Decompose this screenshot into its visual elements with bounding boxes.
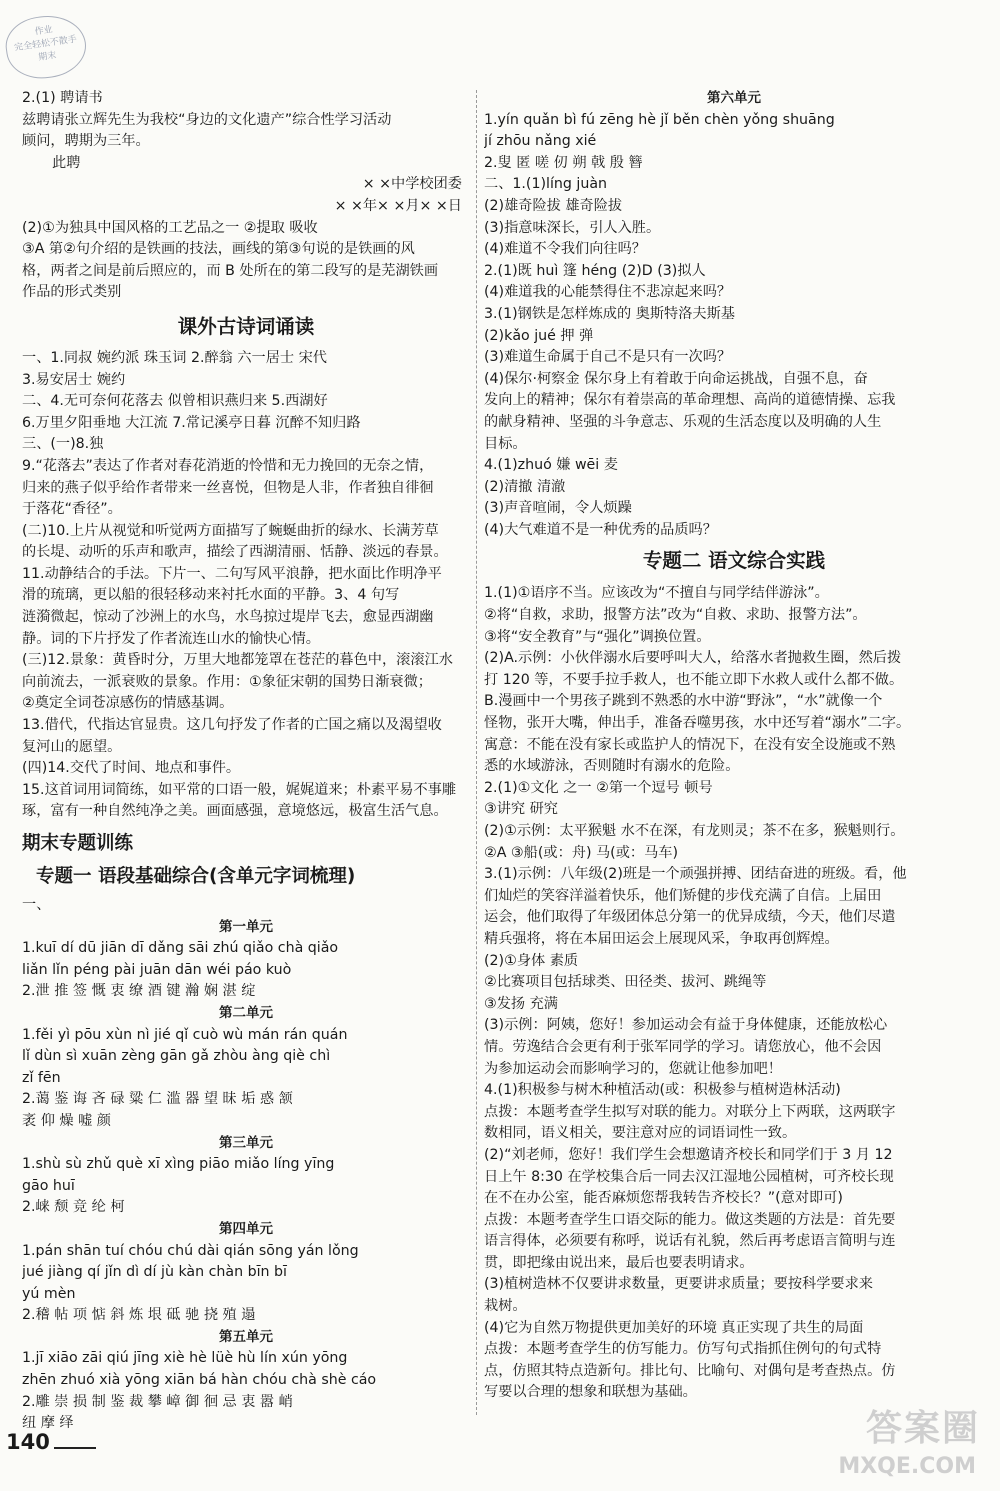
text-line: 情。劳逸结合会更有利于张军同学的学习。请您放心，他不会因 [484,1038,882,1055]
left-column [22,88,470,1435]
section-heading: 专题二 语文综合实践 [642,549,826,573]
text-line: 兹聘请张立辉先生为我校“身边的文化遗产”综合性学习活动 [22,111,392,128]
text-line: 15.这首词用词简练，如平常的口语一般，娓娓道来；朴素平易不事雕 [22,781,457,798]
text-line: 归来的燕子似乎给作者带来一丝喜悦，但物是人非，作者独自徘徊 [22,479,434,496]
text-line: ③发扬 充满 [484,995,558,1012]
text-line: gāo huī [22,1177,75,1194]
text-line: B.漫画中一个男孩子跳到不熟悉的水中游“野泳”，“水”就像一个 [484,693,883,710]
text-line: 1.pán shān tuí chóu chú dài qián sōng yán lǒng [22,1242,359,1259]
text-line: 4.(1)zhuó 嫌 wēi 麦 [484,457,618,474]
text-line: (三)12.景象：黄昏时分，万里大地都笼罩在苍茫的暮色中，滚滚江水 [22,652,453,669]
text-line: 运会，他们取得了年级团体总分第一的优异成绩，今天，他们尽遣 [484,909,896,926]
text-line: 日上午 8:30 在学校集合后一同去汉江湿地公园植树，可齐校长现 [484,1168,894,1185]
unit-heading: 第一单元 [219,918,273,935]
section-heading: 专题一 语段基础综合(含单元字词梳理) [36,866,356,887]
text-line: ②奠定全词苍凉感伤的情感基调。 [22,695,234,712]
unit-heading: 第三单元 [219,1134,273,1151]
text-line: 的长堤、动听的乐声和歌声，描绘了西湖清丽、恬静、淡远的春景。 [22,544,448,561]
text-line: 一、1.同叔 婉约派 珠玉词 2.醉翁 六一居士 宋代 [22,349,327,366]
text-line: 1.shù sù zhǔ què xī xìng piāo miǎo líng yīng [22,1156,335,1173]
text-line: 琢，富有一种自然纯净之美。画面感强，意境悠远，极富生活气息。 [22,803,448,820]
text-line: 点，仿照其特点造新句。排比句、比喻句、对偶句是考查热点。仿 [484,1362,896,1379]
text-line: (二)10.上片从视觉和听觉两方面描写了蜿蜒曲折的绿水、长满芳草 [22,522,439,539]
text-line: (4)难道我的心能禁得住不悲凉起来吗？ [484,284,732,301]
text-line: 贯，即把缘由说出来，最后也要表明请求。 [484,1254,754,1271]
text-line: zǐ fēn [22,1069,61,1086]
text-line: 二、4.无可奈何花落去 似曾相识燕归来 5.西湖好 [22,393,328,410]
text-line: 4.(1)积极参与树木种植活动(或：积极参与植树造林活动) [484,1082,841,1099]
text-line: 3.(1)示例：八年级(2)班是一个顽强拼搏、团结奋进的班级。看，他 [484,866,907,883]
text-line: 二、1.(1)líng juàn [484,176,608,193]
unit-heading: 第四单元 [219,1220,273,1237]
section-heading: 课外古诗词诵读 [177,314,315,338]
text-line: 的献身精神、坚强的斗争意志、乐观的生活态度以及明确的人生 [484,413,882,430]
text-line: 2.(1) 聘请书 [22,90,103,106]
text-line: jué jiàng qí jǐn dì dí jù kàn chàn bīn bī [22,1264,288,1281]
text-line: 数相同，语义相关，要注意对应的词语词性一致。 [484,1125,797,1142]
text-line: 静。词的下片抒发了作者流连山水的愉快心情。 [22,630,320,647]
text-line: (3)指意味深长，引人入胜。 [484,219,661,236]
unit-heading: 第五单元 [219,1328,273,1345]
text-line: ②A ③船(或：舟) 马(或：马车) [484,844,678,861]
text-line: 2.蔼 鉴 诲 吝 碌 粱 仁 滥 器 望 昧 垢 惑 颔 [22,1091,293,1108]
text-line: lǐ dùn sì xuān zèng gān gǎ zhòu àng qiè chì [22,1048,331,1065]
text-line: (四)14.交代了时间、地点和事件。 [22,760,241,777]
text-line: (2)①示例：太平猴魁 水不在深，有龙则灵；茶不在多，猴魁则行。 [484,823,905,839]
text-line: ③A 第②句介绍的是铁画的技法，画线的第③句说的是铁画的风 [22,241,415,258]
text-line: 目标。 [484,435,527,452]
text-line: yú mèn [22,1285,76,1302]
text-line: (3)声音喧闹，令人烦躁 [484,500,632,517]
text-line: 寓意：不能在没有家长或监护人的情况下，在没有安全设施或不熟 [484,736,896,753]
text-line: 在不在办公室，能否麻烦您帮我转告齐校长？”(意对即可) [484,1190,843,1207]
text-line: ②将“自救，求助，报警方法”改为“自救、求助、报警方法”。 [484,607,867,624]
text-line: 打 120 等，不要手拉手救人，也不能立即下水救人或什么都不做。 [484,671,904,688]
watermark-logo: 答案圈 [865,1408,980,1449]
text-line: jí zhōu nǎng xié [484,133,597,150]
stamp-line: 完全轻松不散手 [13,34,78,54]
text-line: 2.(1)①文化 之一 ②第一个逗号 顿号 [484,779,713,796]
text-line: (4)保尔·柯察金 保尔身上有着敢于向命运挑战，自强不息，奋 [484,370,868,387]
text-line: 们灿烂的笑容洋溢着快乐，他们矫健的步伐充满了自信。上届田 [484,887,882,904]
text-line: liǎn lǐn péng pài juān dān wéi páo kuò [22,961,292,978]
text-line: 于落花“香径”。 [22,501,122,518]
text-line: 1.kuī dí dū jiān dī dǎng sāi zhú qiǎo chà qiǎo [22,940,339,957]
text-line: 2.雕 崇 损 制 鉴 裁 攀 嶂 御 徊 忌 衷 嚣 峭 [22,1393,293,1410]
text-line: (2)①为独具中国风格的工艺品之一 ②提取 吸收 [22,219,318,236]
text-line: 写要以合理的想象和联想为基础。 [484,1384,697,1401]
text-line: (2)A.示例：小伙伴溺水后要呼叫大人，给落水者抛救生圈，然后拨 [484,650,902,667]
page-number: 140 [6,1430,50,1454]
text-line: 点拨：本题考查学生拟写对联的能力。对联分上下两联，这两联字 [484,1103,896,1120]
text-line: 涟漪微起，惊动了沙洲上的水鸟，水鸟掠过堤岸飞去，愈显西湖幽 [22,609,434,626]
text-line: 1.fěi yì pōu xùn nì jié qǐ cuò wù mán rán quán [22,1026,348,1043]
text-line: 纽 摩 绎 [22,1415,74,1432]
text-line: (2)清撤 清澈 [484,478,566,495]
text-line: 三、(一)8.独 [22,436,104,453]
text-line: 向前流去，一派衰败的景象。作用：①象征宋朝的国势日渐衰微； [22,673,432,690]
text-line: (3)示例：阿姨，您好！参加运动会有益于身体健康，还能放松心 [484,1017,888,1034]
text-line: (4)大气难道不是一种优秀的品质吗？ [484,521,717,538]
text-line: (2)kǎo jué 押 弹 [484,327,594,344]
text-line: zhēn zhuó xià yōng xiān bá hàn chóu chà shè cáo [22,1372,377,1389]
text-line: 精兵强将，将在本届田运会上展现风采，争取再创辉煌。 [484,930,839,947]
text-line: 2.(1)既 huì 篷 héng (2)D (3)拟人 [484,262,706,279]
text-line: ③将“安全教育”与“强化”调换位置。 [484,628,711,645]
text-line: 1.jī xiāo zāi qiú jīng xiè hè lüè hù lín xún yōng [22,1350,348,1367]
text-line: ②比赛项目包括球类、田径类、拔河、跳绳等 [484,974,767,991]
text-line: 点拨：本题考查学生的仿写能力。仿写句式指抓住例句的句式特 [484,1341,882,1358]
text-line: 语言得体，必须要有称呼，说话有礼貌，然后再考虑语言简明与连 [484,1233,896,1250]
column-divider [476,90,478,1415]
unit-heading: 第二单元 [219,1004,273,1021]
text-line: 3.易安居士 婉约 [22,371,126,388]
stamp-line: 作业 [34,24,54,38]
text-line: (2)雄奇险拔 雄奇险拔 [484,197,623,214]
text-line: (4)它为自然万物提供更加美好的环境 真正实现了共生的局面 [484,1319,864,1336]
text-line: 此聘 [52,154,81,171]
text-line: 顾问，聘期为三年。 [22,133,150,150]
text-line: 9.“花落去”表达了作者对春花消逝的怜惜和无力挽回的无奈之情， [22,457,434,474]
text-line: 悉的水域游泳，否则随时有溺水的危险。 [484,758,740,775]
text-line: 一、 [22,897,51,913]
text-line: (3)难道生命属于自己不是只有一次吗？ [484,349,732,366]
text-line: 作品的形式类别 [22,284,122,301]
stamp-line: 期末 [37,50,58,64]
text-line: 复河山的愿望。 [22,738,122,755]
text-line: 13.借代，代指达官显贵。这几句抒发了作者的亡国之痛以及渴望收 [22,717,442,734]
right-column [484,88,984,1404]
text-line: 点拨：本题考查学生口语交际的能力。做这类题的方法是：首先要 [484,1211,896,1228]
text-line: × ×中学校团委 [362,176,462,193]
text-line: 为参加运动会而影响学习的，您就让他参加吧！ [484,1060,782,1077]
stamp-logo [2,11,90,84]
text-line: 栽树。 [484,1298,527,1315]
text-line: 袤 仰 燥 嘘 颜 [22,1112,111,1129]
text-line: 发向上的精神；保尔有着崇高的革命理想、高尚的道德情操、忘我 [484,392,896,409]
text-line: 3.(1)钢铁是怎样炼成的 奥斯特洛夫斯基 [484,305,735,322]
text-line: 2.稽 帖 项 惦 斜 炼 垠 砥 驰 挠 殖 遢 [22,1307,256,1324]
text-line: (2)“刘老师，您好！我们学生会想邀请齐校长和同学们于 3 月 12 [484,1146,893,1163]
text-line: 格，两者之间是前后照应的，而 B 处所在的第二段写的是芜湖铁画 [22,262,439,279]
text-line: × ×年× ×月× ×日 [334,197,462,214]
text-line: (4)难道不令我们向往吗？ [484,241,646,258]
text-line: ③讲究 研究 [484,801,558,818]
text-line: 2.泄 推 签 慨 衷 缭 酒 键 瀚 娴 湛 绽 [22,983,256,1000]
text-line: 滑的琉璃，更以船的很轻移动来衬托水面的平静。3、4 句写 [22,587,400,604]
text-line: 1.yín quǎn bì fú zēng hè jǐ běn chèn yǒng shuāng [484,111,835,128]
text-line: 2.崃 颓 竞 纶 柯 [22,1199,125,1216]
section-heading: 期末专题训练 [22,833,134,854]
watermark-url: MXQE.COM [838,1454,976,1479]
text-line: 6.万里夕阳垂地 大江流 7.常记溪亭日暮 沉醉不知归路 [22,414,361,431]
text-line: 1.(1)①语序不当。应该改为“不擅自与同学结伴游泳”。 [484,585,829,602]
unit-heading: 第六单元 [707,90,761,106]
text-line: 怪物，张开大嘴，伸出手，准备吞噬男孩，水中还写着“溺水”二字。 [484,715,911,732]
page-number-dash [54,1447,96,1449]
text-line: 11.动静结合的手法。下片一、二句写风平浪静，把水面比作明净平 [22,565,442,582]
text-line: (2)①身体 素质 [484,952,579,969]
text-line: (3)植树造林不仅要讲求数量，更要讲求质量；要按科学要求来 [484,1276,873,1293]
text-line: 2.叟 匿 嗟 仞 朔 戟 殷 簪 [484,154,643,171]
